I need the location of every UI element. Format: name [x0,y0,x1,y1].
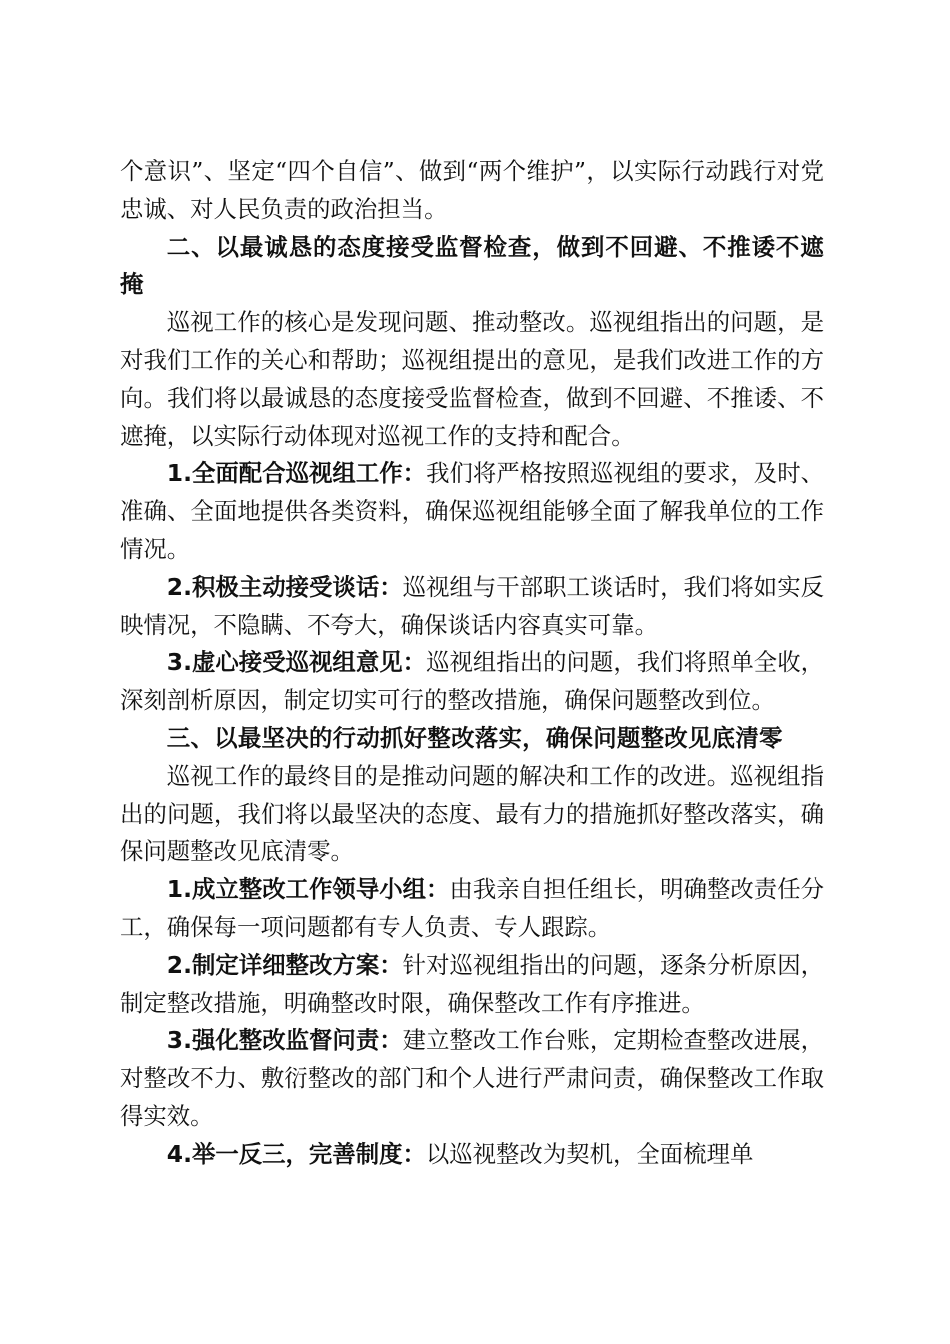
list-item [120,1136,824,1174]
body-paragraph: 个意识”、坚定“四个自信”、做到“两个维护”，以实际行动践行对党忠诚、对人民负责的政治担当。 [120,157,824,223]
section-heading: 二、以最诚恳的态度接受监督检查，做到不回避、不推诿不遮掩 [120,232,824,299]
list-item-label: 3.虚心接受巡视组意见： [166,648,427,677]
list-item-label: 1.成立整改工作领导小组： [166,875,450,904]
body-paragraph: 巡视工作的核心是发现问题、推动整改。巡视组指出的问题，是对我们工作的关心和帮助；巡视组提出的意见，是我们改进工作的方向。我们将以最诚恳的态度接受监督检查，做到不回避、不推诿、不遮掩，以实际行动体现对巡视工作的支持和配合。 [120,308,824,450]
list-item-text: 由我亲自担任组长，明确整改责任分工，确保每一项问题都有专人负责、专人跟踪。 [120,875,825,941]
list-item [120,871,824,947]
body-paragraph: 巡视工作的最终目的是推动问题的解决和工作的改进。巡视组指出的问题，我们将以最坚决的态度、最有力的措施抓好整改落实，确保问题整改见底清零。 [120,761,824,866]
list-item-label: 4.举一反三，完善制度： [166,1139,426,1168]
list-item-text: 我们将严格按照巡视组的要求，及时、准确、全面地提供各类资料，确保巡视组能够全面了解我单位的工作情况。 [120,459,824,563]
list-item [120,644,824,720]
list-item-label: 2.积极主动接受谈话： [166,572,403,601]
list-item [120,947,824,1023]
document-page [120,153,824,1174]
list-item [120,455,824,568]
list-item [120,1022,824,1135]
section-heading: 三、以最坚决的行动抓好整改落实，确保问题整改见底清零 [166,723,783,752]
list-item [120,569,824,645]
list-item-text: 针对巡视组指出的问题，逐条分析原因，制定整改措施，明确整改时限，确保整改工作有序推进。 [120,950,824,1017]
list-item-text: 以巡视整改为契机，全面梳理单 [425,1139,754,1168]
list-item-text: 巡视组与干部职工谈话时，我们将如实反映情况，不隐瞒、不夸大，确保谈话内容真实可靠。 [120,572,824,639]
list-item-text: 建立整改工作台账，定期检查整改进展，对整改不力、敷衍整改的部门和个人进行严肃问责，确保整改工作取得实效。 [120,1026,824,1130]
list-item-label: 1.全面配合巡视组工作： [166,459,427,488]
list-item-label: 3.强化整改监督问责： [166,1026,403,1055]
list-item-text: 巡视组指出的问题，我们将照单全收，深刻剖析原因，制定切实可行的整改措施，确保问题整改到位。 [120,648,824,715]
list-item-label: 2.制定详细整改方案： [166,950,403,979]
